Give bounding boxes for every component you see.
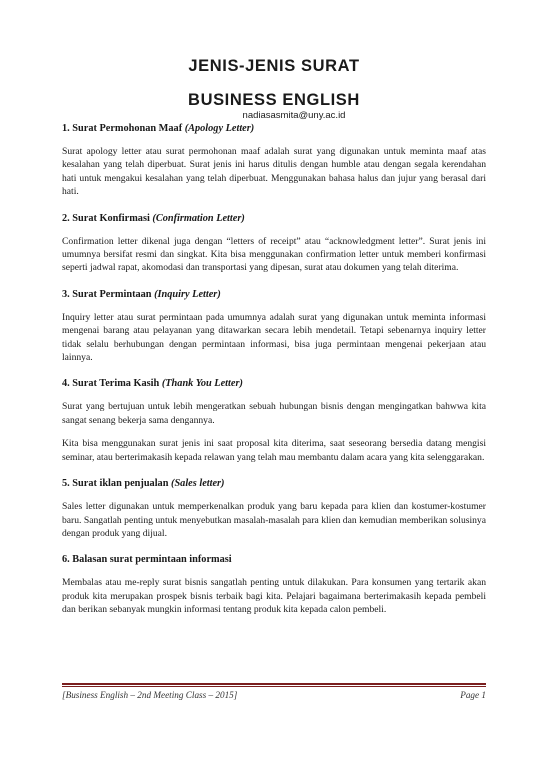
section-4-paragraph-2: Kita bisa menggunakan surat jenis ini saat proposal kita diterima, saat seseorang bersedia datang mengisi seminar, atau berterimakasih kepada relawan yang telah mau membantu dalam acara yang kita selenggarakan. [62,438,486,463]
section-2-paragraph-1: Confirmation letter dikenal juga dengan “letters of receipt” atau “acknowledgment letter”. Surat jenis ini umumnya bersifat resmi dan singkat. Kita bisa menggunakan confirmation letter untuk memberi konfirmasi seperti jadwal rapat, akomodasi dan transportasi yang dipesan, surat atau dokumen yang telah diterima. [62,235,486,274]
section-heading-3-text: 3. Surat Permintaan [62,288,152,300]
section-heading-2-en: (Confirmation Letter) [152,212,245,224]
document-title-line-2: BUSINESS ENGLISH [188,91,360,109]
section-heading-5-en: (Sales letter) [171,478,225,490]
document-page [62,50,486,617]
section-heading-5 [62,477,486,490]
section-heading-4-en: (Thank You Letter) [161,378,243,390]
section-6-paragraph-1: Membalas atau me-reply surat bisnis sangatlah penting untuk dilakukan. Para konsumen yang tertarik akan produk kita merupakan prospek bisnis terbaik bagi kita. Pelajari bagaimana berterimakasih kepada pembeli dan berikan sebanyak mungkin informasi tentang produk kita kepada calon pembeli. [62,577,486,616]
section-heading-3 [62,288,486,301]
section-3-paragraph-1: Inquiry letter atau surat permintaan pada umumnya adalah surat yang digunakan untuk meminta informasi mengenai barang atau pelayanan yang ditawarkan secara lebih mendetail. Tetapi sebenarnya inquiry letter tidak selalu berhubungan dengan permintaan informasi, bisa juga permintaan mengenai pekerjaan atau lainnya. [62,311,486,364]
document-title-line-1: JENIS-JENIS SURAT [188,57,360,75]
section-heading-4 [62,377,486,390]
footer-rule-thin [62,686,486,687]
footer-row [62,690,486,700]
section-heading-2 [62,212,486,225]
section-heading-6 [62,553,486,566]
footer-rule [62,683,486,685]
section-heading-2-text: 2. Surat Konfirmasi [62,212,150,224]
section-1-paragraph-1: Surat apology letter atau surat permohonan maaf adalah surat yang digunakan untuk meminta maaf atas kesalahan yang telah diperbuat. Surat jenis ini harus ditulis dengan humble atau dengan segala kerendahan hati untuk mengakui kesalahan yang telah diperbuat. Menggunakan bahasa halus dan jujur yang berasal dari hati. [62,146,486,198]
footer-course-label: [Business English – 2nd Meeting Class – 2015] [62,690,238,700]
section-heading-3-en: (Inquiry Letter) [154,288,221,300]
section-5-paragraph-1: Sales letter digunakan untuk memperkenalkan produk yang baru kepada para klien dan kostumer-kostumer baru. Sangatlah penting untuk menyebutkan masalah-masalah para klien dan kemudian memberikan solusinya dengan produk yang dijual. [62,501,486,539]
section-heading-4-text: 4. Surat Terima Kasih [62,378,160,390]
section-4-paragraph-1: Surat yang bertujuan untuk lebih mengeratkan sebuah hubungan bisnis dengan mengingatkan bahwwa kita sangat senang bekerja sama dengannya. [62,401,486,426]
section-heading-5-text: 5. Surat iklan penjualan [62,478,169,490]
author-email: nadiasasmita@uny.ac.id [242,110,346,121]
section-heading-1-en: (Apology Letter) [184,123,255,134]
section-heading-1 [62,122,486,135]
section-heading-6-text: 6. Balasan surat permintaan informasi [62,554,232,566]
section-heading-1-text: 1. Surat Permohonan Maaf [62,123,183,134]
footer-page-number: Page 1 [460,690,486,700]
page-footer [62,683,486,700]
